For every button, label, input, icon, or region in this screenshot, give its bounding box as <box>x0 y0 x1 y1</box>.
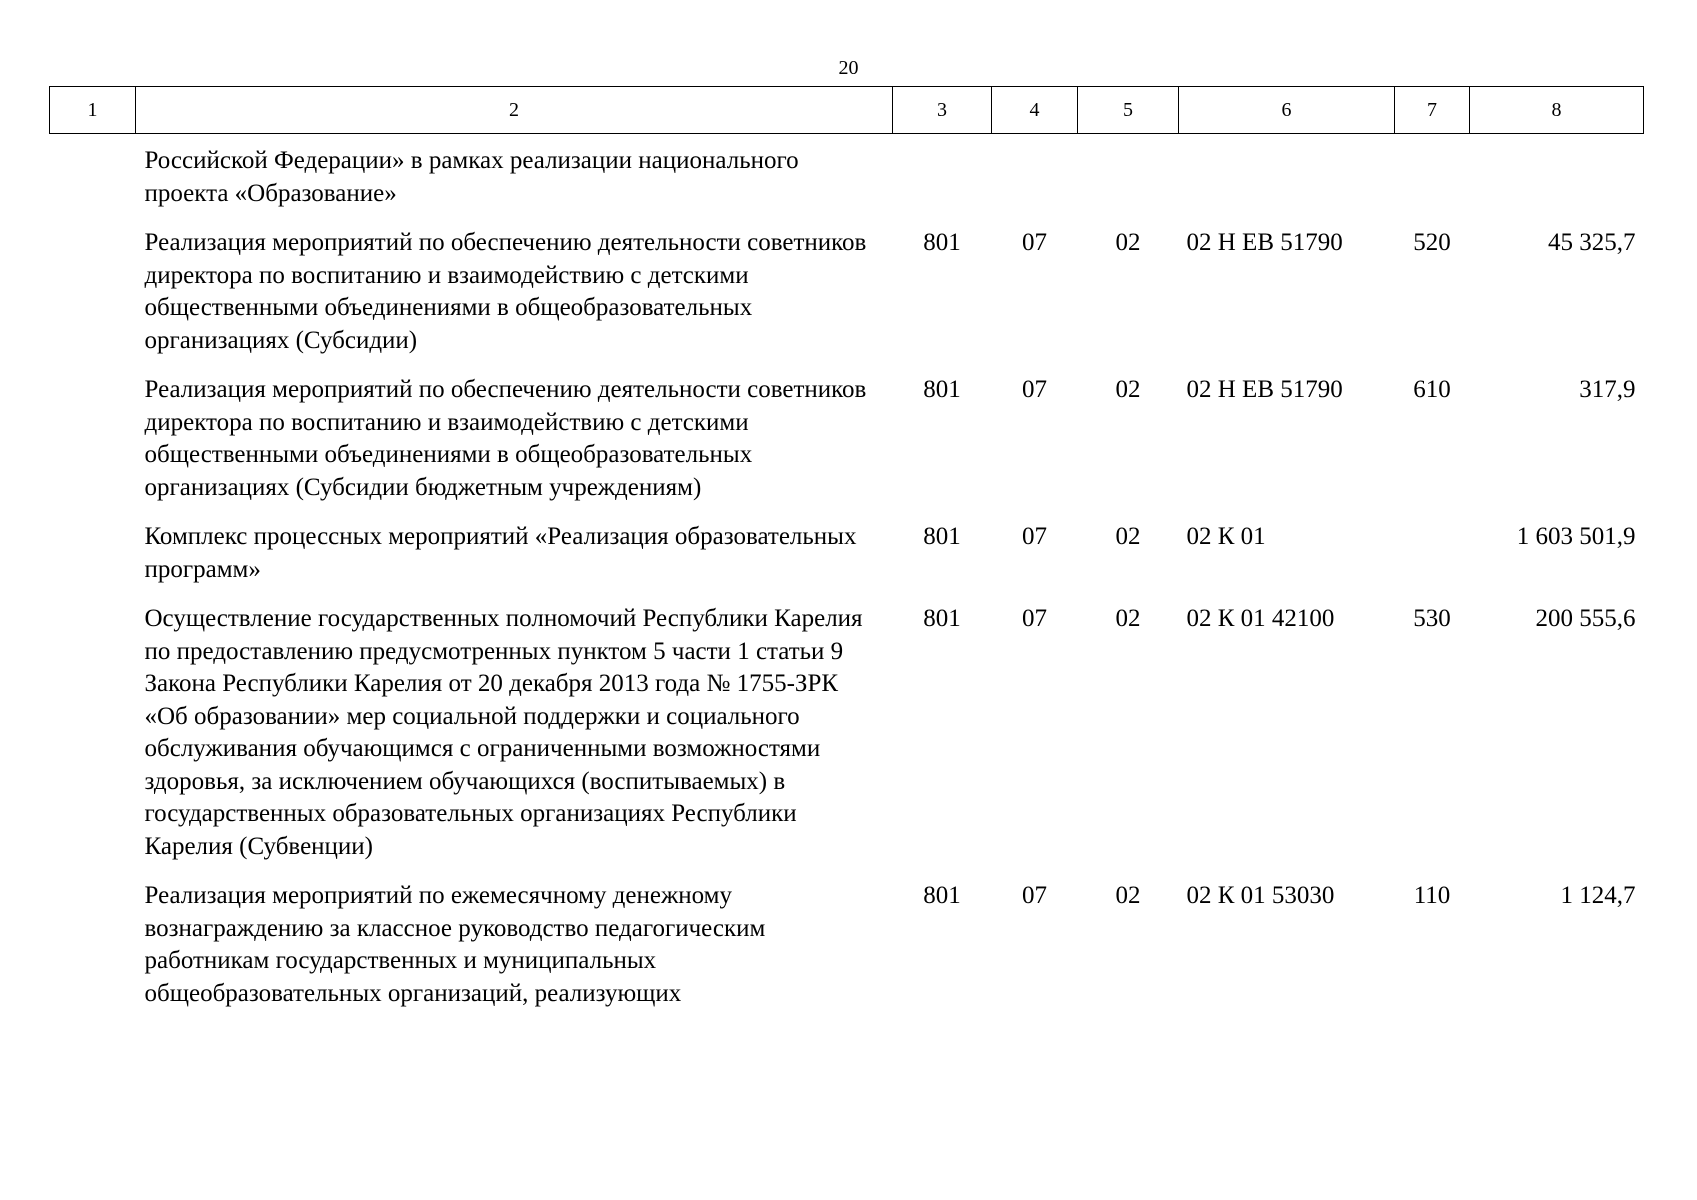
row-target-code: 02 К 01 53030 <box>1186 882 1335 909</box>
table-row <box>50 521 1644 603</box>
row-subsection: 02 <box>1115 376 1141 403</box>
table-row <box>50 603 1644 880</box>
row-amount <box>1470 134 1644 228</box>
header-col-2: 2 <box>136 87 893 134</box>
header-col-5: 5 <box>1078 87 1179 134</box>
row-expense-type <box>1395 134 1470 228</box>
budget-table <box>49 86 1644 1027</box>
table-header <box>50 87 1644 134</box>
row-name: Осуществление государственных полномочий Республики Карелия по предоставлению предусмотренных пунктом 5 части 1 статьи 9 Закона Республики Карелия от 20 декабря 2013 года № 1755-ЗРК «Об образовании» мер социальной поддержки и социального обслуживания обучающимся с ограниченными возможностями здоровья, за исключением обучающихся (воспитываемых) в государственных образовательных организациях Республики Карелия (Субвенции) <box>144 605 863 860</box>
row-admin-code: 801 <box>923 229 961 256</box>
row-expense-type <box>1395 521 1470 603</box>
row-name: Реализация мероприятий по ежемесячному денежному вознаграждению за классное руководство педагогическим работникам государственных и муниципальных общеобразовательных организаций, реализующих <box>144 882 766 1007</box>
row-subsection: 02 <box>1115 605 1141 632</box>
row-admin-code: 801 <box>923 882 961 909</box>
row-admin-code <box>893 134 992 228</box>
row-name: Комплекс процессных мероприятий «Реализация образовательных программ» <box>144 523 857 583</box>
row-amount: 200 555,6 <box>1535 605 1636 632</box>
row-target-code <box>1179 134 1395 228</box>
row-subsection: 02 <box>1115 523 1141 550</box>
table-row <box>50 374 1644 521</box>
row-section: 07 <box>1022 605 1047 632</box>
row-expense-type: 610 <box>1413 376 1451 403</box>
row-subsection: 02 <box>1115 882 1141 909</box>
row-section: 07 <box>1022 376 1047 403</box>
row-amount: 317,9 <box>1579 376 1636 403</box>
row-target-code: 02 Н ЕВ 51790 <box>1186 376 1343 403</box>
row-section: 07 <box>1022 882 1047 909</box>
table-body <box>50 134 1644 1028</box>
row-amount: 1 603 501,9 <box>1516 523 1636 550</box>
row-subsection: 02 <box>1115 229 1141 256</box>
row-subsection <box>1078 134 1179 228</box>
header-col-8: 8 <box>1470 87 1644 134</box>
header-col-7: 7 <box>1395 87 1470 134</box>
row-expense-type: 520 <box>1413 229 1451 256</box>
row-section <box>992 134 1078 228</box>
row-admin-code: 801 <box>923 605 961 632</box>
row-name: Реализация мероприятий по обеспечению деятельности советников директора по воспитанию и взаимодействию с детскими общественными объединениями в общеобразовательных организациях (Субсидии) <box>144 229 867 354</box>
header-col-1: 1 <box>50 87 136 134</box>
table-row <box>50 880 1644 1027</box>
header-col-4: 4 <box>992 87 1078 134</box>
header-col-6: 6 <box>1179 87 1395 134</box>
header-row <box>50 87 1644 134</box>
row-amount: 45 325,7 <box>1548 229 1636 256</box>
row-section: 07 <box>1022 229 1047 256</box>
table-row <box>50 227 1644 374</box>
header-col-3: 3 <box>893 87 992 134</box>
row-name: Реализация мероприятий по обеспечению деятельности советников директора по воспитанию и взаимодействию с детскими общественными объединениями в общеобразовательных организациях (Субсидии бюджетным учреждениям) <box>144 376 867 501</box>
row-expense-type: 110 <box>1413 882 1451 909</box>
table-row <box>50 134 1644 228</box>
row-target-code: 02 К 01 42100 <box>1186 605 1335 632</box>
row-admin-code: 801 <box>923 376 961 403</box>
page-number: 20 <box>838 57 859 79</box>
row-name: Российской Федерации» в рамках реализации национального проекта «Образование» <box>144 147 799 207</box>
row-admin-code: 801 <box>923 523 961 550</box>
row-target-code: 02 К 01 <box>1186 523 1266 550</box>
row-expense-type: 530 <box>1413 605 1451 632</box>
row-target-code: 02 Н ЕВ 51790 <box>1186 229 1343 256</box>
row-amount: 1 124,7 <box>1560 882 1636 909</box>
row-section: 07 <box>1022 523 1047 550</box>
